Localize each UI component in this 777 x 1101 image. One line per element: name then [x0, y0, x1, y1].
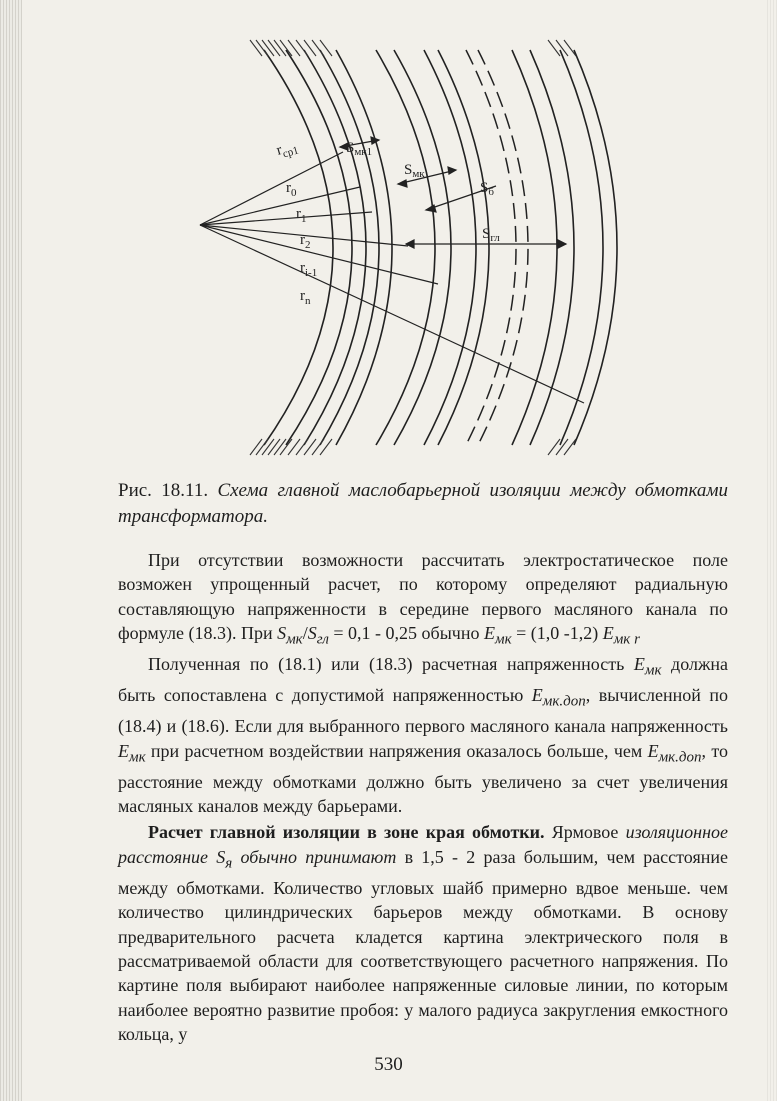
- dashed-arc-2: [478, 50, 528, 445]
- barrier-arc-1: [376, 50, 435, 445]
- caption-text: Схема главной маслобарьерной изоляции между обмотками трансформатора.: [118, 480, 728, 527]
- winding-arc-4: [320, 50, 379, 445]
- section-heading: Расчет главной изоляции в зоне края обмотки.: [148, 822, 545, 843]
- insulation-diagram: [0, 0, 777, 470]
- paragraph-2: Полученная по (18.1) или (18.3) расчетная напряженность $E_{мк}$ должна быть сопоставлена с допустимой напряженностью $E_{мк.доп}$, вычисленной по (18.4) и (18.6). Если для выбранного первого масляного канала напряженность $E_{мк}$ при расчетном воздействии напряжения оказалось больше, чем $E_{мк.доп}$, то расстояние между обмотками должно быть увеличено за счет увеличения масляных каналов между барьерами.: [118, 654, 729, 817]
- paragraph-1: При отсутствии возможности рассчитать электростатическое поле возможен упрощенный расчет, по которому определяют радиальную составляющую напряженности в середине первого масляного канала по формуле (18.3). При $S_{мк}/S_{гл} = 0,1 - 0,25$ обычно $E_{мк} = (1,0$ -1,2) $E_{мк r}$: [118, 550, 728, 648]
- label-r2: $r_2$: [300, 232, 311, 251]
- label-sgl: $S_{гл}$: [482, 226, 500, 244]
- label-rcp1: $r_{cp1}$: [274, 142, 301, 161]
- barrier-arc-3: [424, 50, 476, 445]
- radius-line-ri1: [200, 225, 438, 284]
- barrier-arc-2: [394, 50, 451, 445]
- winding-arc-2: [286, 50, 352, 445]
- winding-arc-6: [512, 50, 557, 445]
- winding-arc-3: [304, 50, 366, 445]
- paragraph-3: Расчет главной изоляции в зоне края обмотки. Ярмовое изоляционное расстояние $S_я$ обычно принимают в 1,5 - 2 раза большим, чем расстояние между обмотками. Количество угловых шайб примерно вдвое меньше. чем количество цилиндрических барьеров между обмотками. В основу предварительного расчета кладется картина электрического поля в рассматриваемой области для соответствующего расчетного напряжения. По картине поля выбирают наиболее напряженные силовые линии, по которым наиболее вероятно развитие пробоя: у малого радиуса закругления емкостного кольца, у: [118, 822, 728, 1045]
- label-sb: $S_б$: [480, 180, 494, 198]
- winding-arc-7: [530, 50, 574, 445]
- winding-arc-1: [264, 50, 333, 445]
- radius-line-rcp1: [200, 152, 343, 225]
- winding-arc-9: [574, 50, 617, 445]
- caption-prefix: Рис. 18.11.: [118, 480, 209, 501]
- label-smk1: $S_{мк1}$: [346, 140, 373, 158]
- dashed-arc-1: [466, 50, 516, 445]
- body-text: [118, 548, 728, 1047]
- barrier-arc-4: [438, 50, 489, 445]
- label-rn: $r_n$: [300, 288, 311, 307]
- page-number: 530: [374, 1054, 403, 1075]
- winding-arc-5: [336, 50, 392, 445]
- figure-caption: [118, 478, 728, 530]
- label-r0: $r_0$: [286, 180, 297, 199]
- label-r1: $r_1$: [296, 206, 307, 225]
- label-smk: $S_{мк}$: [404, 162, 425, 180]
- label-ri1: $r_{i-1}$: [300, 260, 318, 279]
